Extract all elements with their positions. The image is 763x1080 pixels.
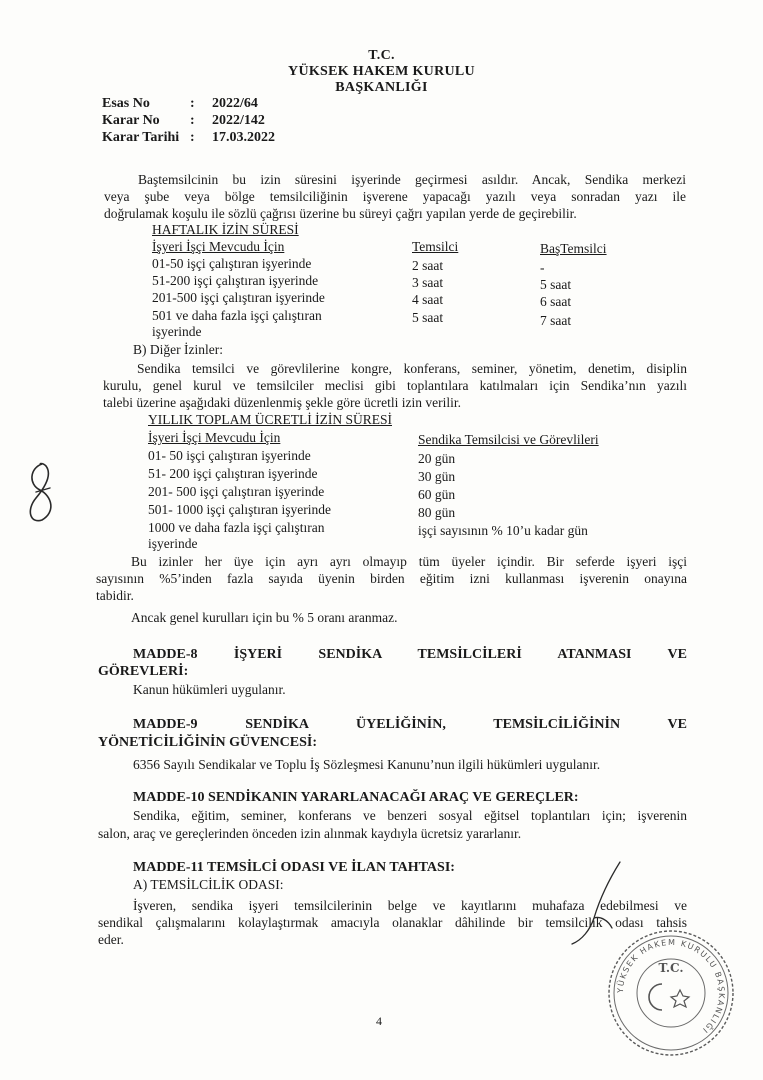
- weekly-row-rep: 4 saat: [412, 292, 444, 307]
- header-institution: YÜKSEK HAKEM KURULU: [288, 64, 475, 79]
- article-9-title: MADDE-9 SENDİKA ÜYELİĞİNİN, TEMSİLCİLİĞİNİN VE: [133, 717, 687, 732]
- yearly-row-days: 30 gün: [418, 469, 456, 484]
- yearly-row-range: 1000 ve daha fazla işçi çalıştıran: [148, 520, 325, 535]
- handwritten-initial: [22, 458, 62, 528]
- weekly-col-rep: Temsilci: [412, 239, 459, 254]
- header-tc: T.C.: [368, 48, 395, 63]
- note-line-4: Ancak genel kurulları için bu % 5 oranı aranmaz.: [131, 610, 398, 625]
- yearly-row-days: işçi sayısının % 10’u kadar gün: [418, 523, 588, 538]
- yearly-row-days: 60 gün: [418, 487, 456, 502]
- intro-line-2: veya şube veya bölge temsilciliğinin işverene yapacağı yazılı veya sonradan yazı ile: [104, 189, 686, 204]
- meta-label: Esas No: [102, 96, 150, 111]
- header-presidency: BAŞKANLIĞI: [335, 80, 428, 95]
- weekly-col-headrep: BaşTemsilci: [540, 241, 607, 256]
- official-seal: [596, 928, 746, 1058]
- weekly-row-range: 501 ve daha fazla işçi çalıştıran: [152, 308, 322, 323]
- article-11-line-2: sendikal çalışmalarını kolaylaştırmak amacıyla olanaklar dâhilinde bir temsilcilik odası tahsis: [98, 915, 687, 930]
- weekly-row-head: -: [540, 260, 545, 275]
- weekly-row-range: 201-500 işçi çalıştıran işyerinde: [152, 290, 325, 305]
- seal-ring-text: YÜKSEK HAKEM KURULU BAŞKANLIĞI: [615, 937, 727, 1036]
- yearly-row-range: 01- 50 işçi çalıştıran işyerinde: [148, 448, 311, 463]
- meta-value: 2022/64: [212, 96, 258, 111]
- page-number: 4: [376, 1014, 382, 1028]
- article-10-line-1: Sendika, eğitim, seminer, konferans ve benzeri sosyal eğitsel toplantıları için; işverenin: [133, 808, 687, 823]
- yearly-col-workplace: İşyeri İşçi Mevcudu İçin: [148, 430, 281, 445]
- seal-top-text: T.C.: [658, 961, 684, 975]
- weekly-title: HAFTALIK İZİN SÜRESİ: [152, 222, 299, 237]
- weekly-row-head: 5 saat: [540, 277, 572, 292]
- yearly-title: YILLIK TOPLAM ÜCRETLİ İZİN SÜRESİ: [148, 412, 392, 427]
- weekly-row-rep: 5 saat: [412, 310, 444, 325]
- meta-colon: :: [190, 113, 195, 128]
- meta-row-esas: [102, 96, 275, 113]
- intro-line-1: Baştemsilcinin bu izin süresini işyerinde geçirmesi asıldır. Ancak, Sendika merkezi: [138, 172, 686, 187]
- article-11-title: MADDE-11 TEMSİLCİ ODASI VE İLAN TAHTASI:: [133, 860, 455, 875]
- meta-row-karar: [102, 113, 275, 130]
- article-8-body: Kanun hükümleri uygulanır.: [133, 682, 286, 697]
- note-line-2: sayısının %5’inden fazla sayıda üyenin birden eğitim izni kullanması işverenin onayına: [96, 571, 687, 586]
- svg-text:YÜKSEK HAKEM KURULU BAŞKANLIĞI: [615, 938, 726, 1036]
- meta-row-tarih: [102, 130, 275, 147]
- meta-value: 17.03.2022: [212, 130, 275, 145]
- weekly-col-workplace: İşyeri İşçi Mevcudu İçin: [152, 239, 285, 254]
- article-10-line-2: salon, araç ve gereçlerinden önceden izin alınmak kaydıyla ücretsiz yararlanır.: [98, 826, 522, 841]
- article-11-line-3: eder.: [98, 932, 124, 947]
- meta-value: 2022/142: [212, 113, 265, 128]
- meta-colon: :: [190, 130, 195, 145]
- yearly-col-union: Sendika Temsilcisi ve Görevlileri: [418, 432, 599, 447]
- intro-line-3: doğrulamak koşulu ile sözlü çağrısı üzerine bu süreyi çağrı yapılan yerde de geçirebilir.: [104, 206, 577, 221]
- yearly-row-range: 201- 500 işçi çalıştıran işyerinde: [148, 484, 325, 499]
- article-10-title: MADDE-10 SENDİKANIN YARARLANACAĞI ARAÇ VE GEREÇLER:: [133, 790, 579, 805]
- article-9-body: 6356 Sayılı Sendikalar ve Toplu İş Sözleşmesi Kanunu’nun ilgili hükümleri uygulanır.: [133, 757, 601, 772]
- weekly-row-rep: 3 saat: [412, 275, 444, 290]
- meta-label: Karar No: [102, 113, 160, 128]
- yearly-row-days: 80 gün: [418, 505, 456, 520]
- note-line-3: tabidir.: [96, 588, 134, 603]
- weekly-row-range: 01-50 işçi çalıştıran işyerinde: [152, 256, 312, 271]
- article-11-line-1: İşveren, sendika işyeri temsilcilerinin belge ve kayıtlarını muhafaza edebilmesi ve: [133, 898, 687, 913]
- article-8-title: MADDE-8 İŞYERİ SENDİKA TEMSİLCİLERİ ATANMASI VE: [133, 647, 687, 662]
- weekly-row-range: 51-200 işçi çalıştıran işyerinde: [152, 273, 319, 288]
- weekly-row-head: 7 saat: [540, 313, 572, 328]
- yearly-row-days: 20 gün: [418, 451, 456, 466]
- other-line-3: talebi üzerine aşağıdaki düzenlenmiş şekle göre ücretli izin verilir.: [103, 395, 461, 410]
- case-meta: [102, 96, 275, 147]
- other-line-1: Sendika temsilci ve görevlilerine kongre, konferans, seminer, yönetim, denetim, disiplin: [137, 361, 687, 376]
- meta-colon: :: [190, 96, 195, 111]
- weekly-row-head: 6 saat: [540, 294, 572, 309]
- article-8-title-cont: GÖREVLERİ:: [98, 664, 189, 679]
- meta-label: Karar Tarihi: [102, 130, 180, 145]
- article-9-title-cont: YÖNETİCİLİĞİNİN GÜVENCESİ:: [98, 735, 317, 750]
- other-leaves-heading: B) Diğer İzinler:: [133, 342, 223, 357]
- weekly-row-range-cont: işyerinde: [152, 324, 202, 339]
- yearly-row-range: 501- 1000 işçi çalıştıran işyerinde: [148, 502, 331, 517]
- weekly-row-rep: 2 saat: [412, 258, 444, 273]
- article-11-subheading: A) TEMSİLCİLİK ODASI:: [133, 877, 284, 892]
- note-line-1: Bu izinler her üye için ayrı ayrı olmayıp tüm üyeler içindir. Bir seferde işyeri işçi: [131, 554, 687, 569]
- other-line-2: kurulu, genel kurul ve temsilciler meclisi gibi toplantılara katılmaları için Sendika’nın yazılı: [103, 378, 687, 393]
- yearly-row-range: 51- 200 işçi çalıştıran işyerinde: [148, 466, 318, 481]
- yearly-row-range-cont: işyerinde: [148, 536, 198, 551]
